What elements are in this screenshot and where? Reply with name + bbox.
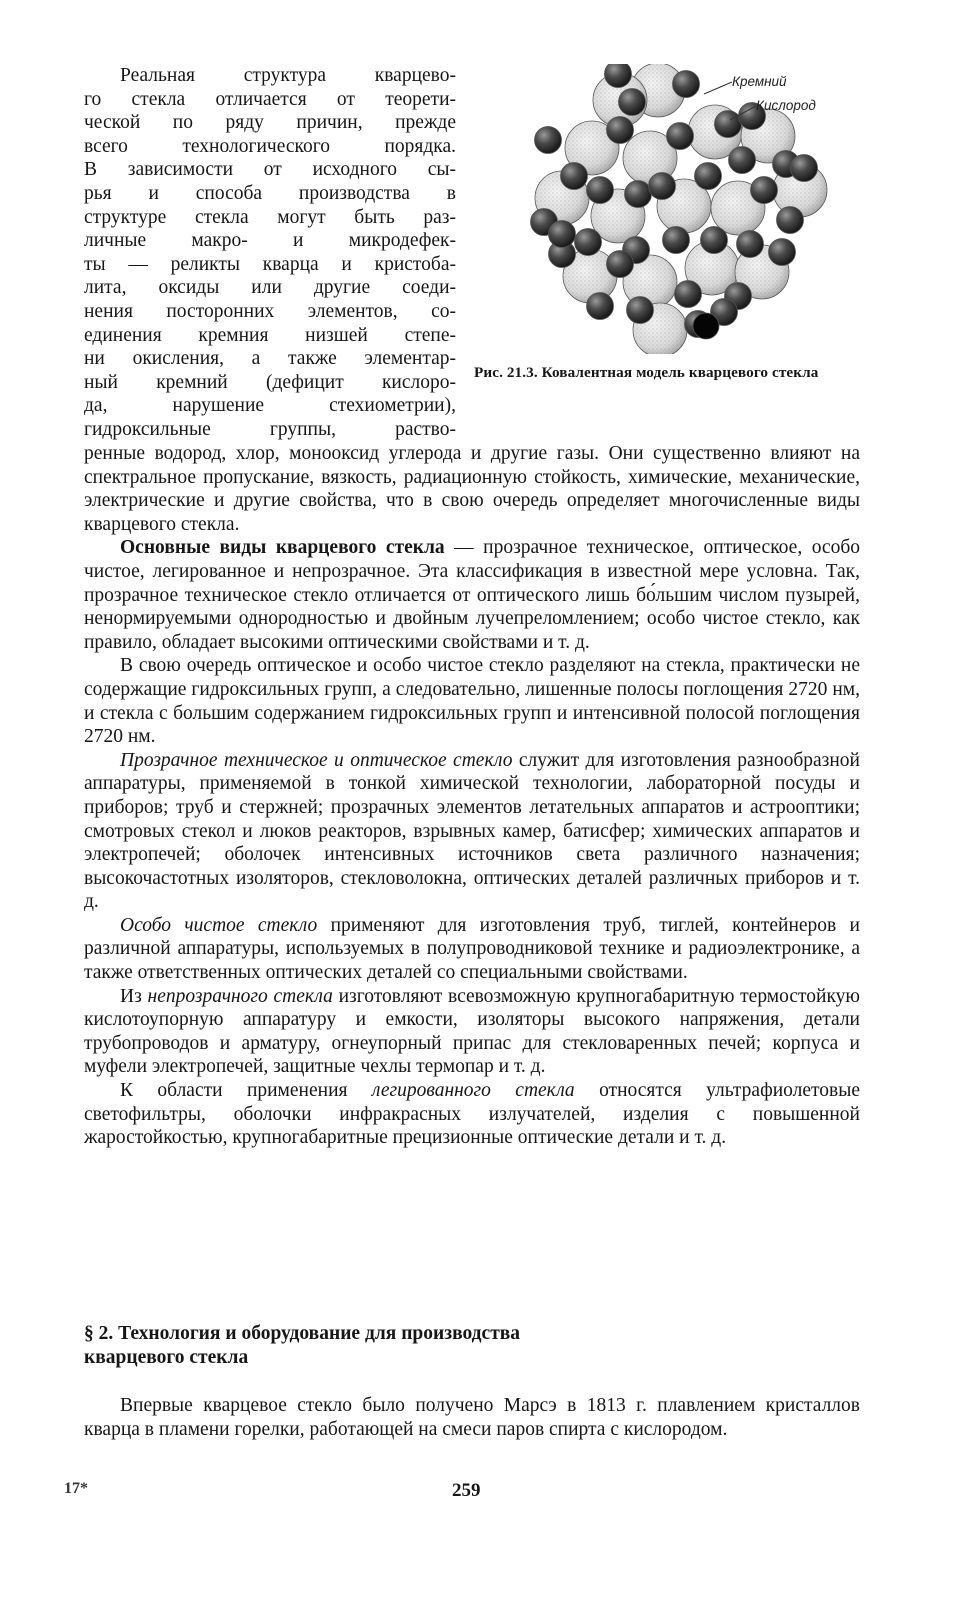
intro-line: ни окисления, а также элементар- bbox=[84, 348, 456, 370]
paragraph-7: К области применения легированного стекла относятся ультрафиолетовые светофильтры, оболочки инфракрасных излучателей, изделия с повышенной жаростойкостью, крупногабаритные прецизионные оптические детали и т. д. bbox=[84, 1080, 860, 1149]
intro-line: ный кремний (дефицит кислоро- bbox=[84, 371, 456, 393]
figure-covalent-model bbox=[474, 64, 866, 404]
intro-paragraph bbox=[84, 64, 456, 442]
intro-line: структуре стекла могут быть раз- bbox=[84, 206, 456, 228]
term-main-types: Основные виды кварцевого стекла bbox=[120, 537, 445, 559]
oxygen-atom bbox=[649, 173, 676, 200]
intro-line: гидроксильные группы, раство- bbox=[84, 418, 456, 440]
intro-line: го стекла отличается от теорети- bbox=[84, 88, 456, 110]
intro-line: единения кремния низшей степе- bbox=[84, 324, 456, 346]
paragraph-5: Особо чистое стекло применяют для изготовления труб, тиглей, контейнеров и различной аппаратуры, используемых в полупроводниковой технике и радиоэлектронике, а также ответственных оптических деталей со специальными свойствами. bbox=[84, 914, 860, 984]
term-opaque-glass: непрозрачного стекла bbox=[147, 985, 333, 1007]
oxygen-atom bbox=[667, 123, 694, 150]
oxygen-atom-highlight bbox=[693, 313, 719, 339]
oxygen-atom bbox=[715, 111, 742, 138]
oxygen-atom bbox=[673, 71, 700, 98]
oxygen-atom bbox=[627, 297, 654, 324]
main-text bbox=[84, 442, 860, 1150]
oxygen-atom bbox=[625, 181, 652, 208]
intro-line: лита, оксиды или другие соеди- bbox=[84, 277, 456, 299]
paragraph-6: Из непрозрачного стекла изготовляют всевозможную крупногабаритную термостойкую кислотоупорную аппаратуру и емкости, изоляторы высокого напряжения, детали трубопроводов и арматуру, огнеупорный припас для стекловаренных печей; корпуса и муфели электропечей, защитные чехлы термопар и т. д. bbox=[84, 985, 860, 1078]
term-pure-glass: Особо чистое стекло bbox=[120, 914, 318, 936]
oxygen-atom bbox=[701, 227, 728, 254]
oxygen-atom bbox=[561, 163, 588, 190]
label-silicon: Кремний bbox=[732, 74, 787, 89]
intro-line: Реальная структура кварцево- bbox=[120, 65, 456, 86]
oxygen-atom bbox=[751, 177, 778, 204]
signature-mark: 17* bbox=[64, 1480, 88, 1497]
page-number: 259 bbox=[452, 1480, 481, 1501]
intro-line: ты — реликты кварца и кристоба- bbox=[84, 253, 456, 275]
oxygen-atom bbox=[695, 163, 722, 190]
oxygen-atom bbox=[737, 231, 764, 258]
label-oxygen: Кислород bbox=[756, 98, 816, 113]
term-doped-glass: легированного стекла bbox=[371, 1080, 575, 1102]
oxygen-atom bbox=[587, 177, 614, 204]
oxygen-atom bbox=[729, 147, 756, 174]
oxygen-atom bbox=[535, 127, 562, 154]
oxygen-atom bbox=[777, 207, 804, 234]
paragraph-3: В свою очередь оптическое и особо чистое стекло разделяют на стекла, практически не содержащие гидроксильных групп, а следовательно, лишенные полосы поглощения 2720 нм, и стекла с большим содержанием гидроксильных групп и интенсивной полосой поглощения 2720 нм. bbox=[84, 655, 860, 748]
section-paragraph: Впервые кварцевое стекло было получено Марсэ в 1813 г. плавлением кристаллов кварца в пламени горелки, работающей на смеси паров спирта с кислородом. bbox=[84, 1395, 860, 1440]
oxygen-atom bbox=[607, 117, 634, 144]
oxygen-atom bbox=[575, 229, 602, 256]
oxygen-atom bbox=[675, 281, 702, 308]
oxygen-atom bbox=[605, 64, 632, 88]
intro-line: да, нарушение стехиометрии), bbox=[84, 395, 456, 417]
oxygen-atom bbox=[791, 155, 818, 182]
term-transparent-glass: Прозрачное техническое и оптическое стекло bbox=[120, 749, 513, 771]
oxygen-atom bbox=[663, 227, 690, 254]
intro-line: всего технологического порядка. bbox=[84, 135, 456, 157]
intro-line: личные макро- и микродефек- bbox=[84, 230, 456, 252]
paragraph-2: Основные виды кварцевого стекла — прозрачное техническое, оптическое, особо чистое, легированное и непрозрачное. Эта классификация в известной мере условна. Так, прозрачное техническое стекло отличается от оптического лишь бо́льшим числом пузырей, ненормируемыми однородностью и двойным лучепреломлением; особо чистое стекло, как правило, обладает высокими оптическими свойствами и т. д. bbox=[84, 537, 860, 653]
paragraph-4: Прозрачное техническое и оптическое стекло служит для изготовления разнообразной аппаратуры, применяемой в тонкой химической технологии, лабораторной посуды и приборов; труб и стержней; прозрачных элементов летательных аппаратов и астрооптики; смотровых стекол и люков реакторов, взрывных камер, батисфер; химических аппаратов и электропечей; оболочек интенсивных источников света различного назначения; высокочастотных изоляторов, стекловолокна, оптических деталей различных приборов и т. д. bbox=[84, 749, 860, 913]
intro-line: нения посторонних элементов, со- bbox=[84, 300, 456, 322]
section-heading: § 2. Технология и оборудование для производства кварцевого стекла bbox=[84, 1323, 521, 1368]
oxygen-atom bbox=[769, 239, 796, 266]
figure-caption: Рис. 21.3. Ковалентная модель кварцевого стекла bbox=[474, 364, 819, 381]
covalent-model-illustration bbox=[500, 64, 860, 354]
intro-line: В зависимости от исходного сы- bbox=[84, 159, 456, 181]
oxygen-atom bbox=[587, 293, 614, 320]
oxygen-atom bbox=[607, 251, 634, 278]
intro-line: рья и способа производства в bbox=[84, 182, 456, 204]
intro-line: ческой по ряду причин, прежде bbox=[84, 112, 456, 134]
oxygen-atom bbox=[549, 221, 576, 248]
paragraph-1-continued: ренные водород, хлор, монооксид углерода и другие газы. Они существенно влияют на спектральное пропускание, вязкость, радиационную стойкость, химические, механические, электрические и другие свойства, что в свою очередь определяет многочисленные виды кварцевого стекла. bbox=[84, 443, 860, 535]
oxygen-atom bbox=[619, 89, 646, 116]
pointer-silicon bbox=[704, 82, 732, 94]
